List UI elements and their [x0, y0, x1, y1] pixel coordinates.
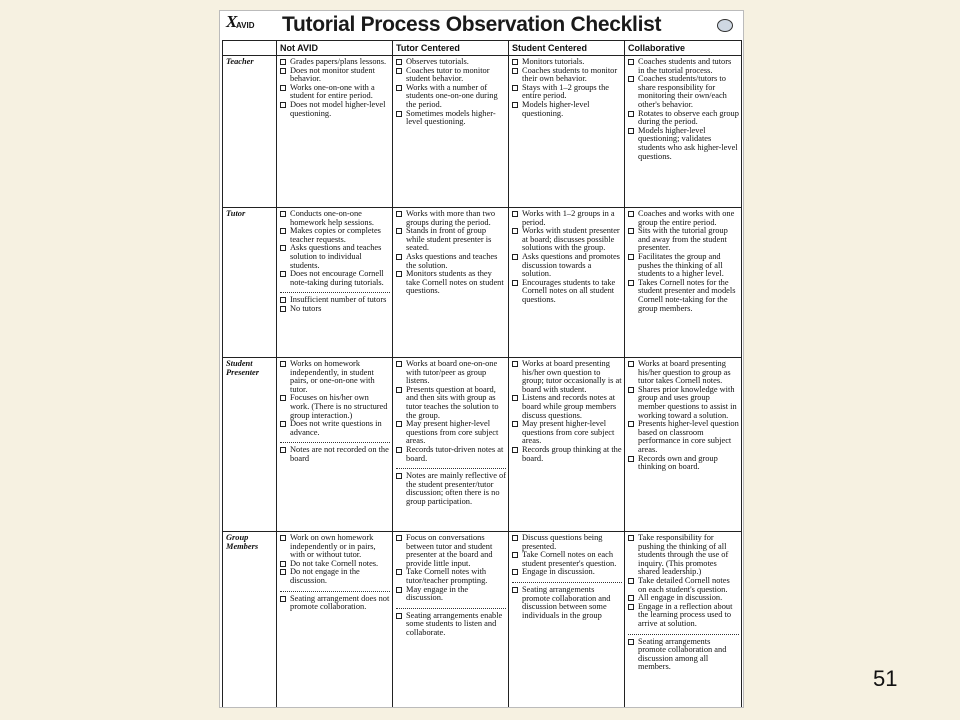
checklist-item	[628, 227, 739, 253]
checklist-item-text: Engage in discussion.	[522, 567, 595, 577]
checklist-item-text: Shares prior knowledge with group and uses group member questions to assist in working toward a solution.	[638, 384, 737, 420]
checkbox[interactable]	[396, 211, 402, 217]
checkbox[interactable]	[628, 456, 634, 462]
checklist-item-text: Take detailed Cornell notes on each student's question.	[638, 575, 730, 594]
checklist-item	[396, 270, 506, 296]
checkbox[interactable]	[280, 421, 286, 427]
checklist-item	[280, 568, 390, 585]
checkbox[interactable]	[628, 128, 634, 134]
checklist-item-text: Grades papers/plans lessons.	[290, 57, 387, 66]
checklist-item-text: Works at board presenting his/her question to group as tutor takes Cornell notes.	[638, 359, 731, 386]
checklist-item-text: Notes are mainly reflective of the student presenter/tutor discussion; often there is no group participation.	[406, 471, 506, 506]
checklist-cell	[393, 358, 509, 532]
checklist-item	[628, 603, 739, 629]
checkbox[interactable]	[628, 535, 634, 541]
checkbox[interactable]	[280, 102, 286, 108]
checklist-item	[512, 534, 622, 551]
checkbox[interactable]	[628, 76, 634, 82]
checklist-item	[512, 210, 622, 227]
checklist-item-text: Asks questions and promotes discussion towards a solution.	[522, 251, 620, 279]
column-header: Not AVID	[277, 41, 393, 56]
checklist-item	[396, 586, 506, 603]
checklist-cell	[277, 358, 393, 532]
checklist-item-text: Monitors tutorials.	[522, 57, 585, 66]
checklist-item	[628, 455, 739, 472]
checkbox[interactable]	[396, 569, 402, 575]
checklist-item	[396, 472, 506, 506]
checklist-item-text: Observes tutorials.	[406, 57, 469, 66]
checklist-table	[222, 40, 742, 708]
checkbox[interactable]	[280, 85, 286, 91]
checkbox[interactable]	[628, 280, 634, 286]
checkbox[interactable]	[280, 596, 286, 602]
checklist-item-text: Coaches students/tutors to share responsibility for monitoring their own/each other's behavior.	[638, 74, 727, 109]
checkbox[interactable]	[628, 59, 634, 65]
checklist-item	[628, 75, 739, 109]
checklist-item-text: Asks questions and teaches the solution.	[406, 251, 498, 270]
page-number: 51	[873, 666, 898, 691]
logo-name: AVID	[236, 21, 255, 30]
checklist-item-text: Insufficient number of tutors	[290, 295, 387, 305]
checkbox[interactable]	[280, 561, 286, 567]
checklist-cell	[277, 208, 393, 358]
checklist-item	[396, 612, 506, 638]
checkbox[interactable]	[396, 535, 402, 541]
checklist-item	[280, 84, 390, 101]
row-label: Teacher	[223, 56, 277, 208]
checklist-item-text: Facilitates the group and pushes the thinking of all students to a higher level.	[638, 251, 724, 279]
checkbox[interactable]	[512, 68, 518, 74]
checklist-item-text: Seating arrangement does not promote collaboration.	[290, 593, 390, 612]
checklist-item-text: Works at board presenting his/her own question to group; tutor occasionally is at board with student.	[522, 359, 622, 394]
checkbox[interactable]	[280, 535, 286, 541]
checkbox[interactable]	[280, 306, 286, 312]
checklist-item-text: No tutors	[290, 303, 322, 313]
checklist-cell	[625, 532, 742, 709]
checkbox[interactable]	[396, 254, 402, 260]
checkbox[interactable]	[396, 59, 402, 65]
checklist-item-text: Works with 1–2 groups in a period.	[522, 209, 615, 227]
checklist-item-text: Does not monitor student behavior.	[290, 65, 375, 84]
checklist-item	[280, 67, 390, 84]
checkbox[interactable]	[280, 569, 286, 575]
checklist-item-text: Take responsibility for pushing the thinking of all students through the use of inquiry. (This promotes shared leadership.)	[638, 533, 729, 577]
checklist-item-text: Works with more than two groups during the period.	[406, 209, 496, 227]
checklist-item-text: Does not write questions in advance.	[290, 419, 382, 437]
checkbox[interactable]	[512, 361, 518, 367]
checklist-item-text: Coaches tutor to monitor student behavior.	[406, 65, 490, 84]
checklist-item	[396, 386, 506, 420]
checkbox[interactable]	[280, 361, 286, 367]
header-row	[223, 41, 742, 56]
checklist-item-text: Coaches students and tutors in the tutorial process.	[638, 57, 732, 75]
checkbox[interactable]	[280, 68, 286, 74]
checklist-cell	[625, 208, 742, 358]
checklist-item	[512, 84, 622, 101]
checklist-item-text: Rotates to observe each group during the period.	[638, 108, 739, 127]
checklist-item-text: Records own and group thinking on board.	[638, 453, 718, 472]
checkbox[interactable]	[628, 387, 634, 393]
checklist-item	[396, 446, 506, 463]
checkbox[interactable]	[396, 587, 402, 593]
checkbox[interactable]	[280, 447, 286, 453]
checklist-item	[512, 227, 622, 253]
checklist-item-text: Makes copies or completes teacher requests.	[290, 226, 381, 244]
checkbox[interactable]	[512, 211, 518, 217]
checkbox[interactable]	[512, 254, 518, 260]
title-bar	[220, 11, 743, 41]
checklist-cell	[277, 532, 393, 709]
checklist-item-text: Seating arrangements promote collaboration and discussion between some individuals in the group	[522, 584, 611, 620]
checkbox[interactable]	[512, 569, 518, 575]
checklist-item	[396, 67, 506, 84]
checklist-item	[396, 110, 506, 127]
checklist-item-text: Seating arrangements enable some students to listen and collaborate.	[406, 610, 503, 637]
column-header: Tutor Centered	[393, 41, 509, 56]
checklist-item-text: All engage in discussion.	[638, 593, 723, 603]
checklist-item-text: Sits with the tutorial group and away from the student presenter.	[638, 226, 728, 253]
checklist-item	[396, 420, 506, 446]
checklist-item-text: Coaches and works with one group the entire period.	[638, 209, 735, 227]
checklist-item	[628, 58, 739, 75]
row-label: Tutor	[223, 208, 277, 358]
checklist-item-text: Stays with 1–2 groups the entire period.	[522, 82, 610, 101]
checklist-item	[512, 253, 622, 279]
checklist-cell	[625, 358, 742, 532]
checklist-item-text: Do not engage in the discussion.	[290, 567, 360, 585]
checklist-item-text: Asks questions and teaches solution to individual students.	[290, 243, 382, 270]
dotted-divider	[280, 438, 390, 443]
checkbox[interactable]	[396, 473, 402, 479]
checklist-item-text: Monitors students as they take Cornell notes on student questions.	[406, 269, 504, 296]
checkbox[interactable]	[396, 361, 402, 367]
checkbox[interactable]	[512, 552, 518, 558]
checkbox[interactable]	[396, 111, 402, 117]
checklist-item-text: Models higher-level questioning.	[522, 99, 590, 118]
checklist-item-text: May present higher-level questions from core subject areas.	[522, 419, 615, 446]
checklist-item-text: Engage in a reflection about the learning process used to arrive at solution.	[638, 601, 733, 628]
checkbox[interactable]	[512, 421, 518, 427]
checklist-item-text: Notes are not recorded on the board	[290, 445, 389, 463]
checkbox[interactable]	[280, 245, 286, 251]
checklist-item-text: Discuss questions being presented.	[522, 533, 603, 551]
checklist-item	[512, 551, 622, 568]
checkbox[interactable]	[280, 228, 286, 234]
checklist-item	[628, 577, 739, 594]
checkbox[interactable]	[396, 613, 402, 619]
checklist-item	[280, 305, 390, 314]
checklist-item-text: Focuses on his/her own work. (There is no structured group interaction.)	[290, 393, 388, 420]
checklist-item	[280, 101, 390, 118]
checklist-item-text: May present higher-level questions from core subject areas.	[406, 419, 499, 446]
checklist-item	[512, 279, 622, 305]
checkbox[interactable]	[280, 297, 286, 303]
checkbox[interactable]	[512, 535, 518, 541]
checkbox[interactable]	[512, 59, 518, 65]
checklist-item-text: May engage in the discussion.	[406, 584, 469, 603]
column-header: Collaborative	[625, 41, 742, 56]
checklist-item-text: Does not model higher-level questioning.	[290, 99, 386, 118]
checklist-item-text: Models higher-level questioning; validates students who ask higher-level questions.	[638, 125, 738, 161]
checklist-item	[280, 360, 390, 394]
checklist-item-text: Records group thinking at the board.	[522, 444, 622, 463]
checklist-cell	[277, 56, 393, 208]
checkbox[interactable]	[396, 447, 402, 453]
checkbox[interactable]	[512, 85, 518, 91]
checklist-item	[628, 638, 739, 672]
checklist-item	[396, 360, 506, 386]
checkbox[interactable]	[280, 271, 286, 277]
checklist-item	[280, 210, 390, 227]
checklist-row	[223, 358, 742, 532]
checklist-item	[512, 101, 622, 118]
checklist-item-text: Do not take Cornell notes.	[290, 558, 379, 568]
checklist-item-text: Listens and records notes at board while group members discuss questions.	[522, 393, 617, 420]
checklist-row	[223, 56, 742, 208]
checkbox[interactable]	[628, 578, 634, 584]
checkbox[interactable]	[280, 59, 286, 65]
checkbox[interactable]	[396, 68, 402, 74]
checklist-item	[396, 253, 506, 270]
checklist-item	[396, 227, 506, 253]
checkbox[interactable]	[512, 280, 518, 286]
dotted-divider	[280, 587, 390, 592]
dotted-divider	[628, 630, 739, 635]
checklist-item	[512, 420, 622, 446]
checkbox[interactable]	[280, 211, 286, 217]
checkbox[interactable]	[280, 395, 286, 401]
checklist-item	[396, 210, 506, 227]
dotted-divider	[396, 604, 506, 609]
checkbox[interactable]	[512, 587, 518, 593]
checkbox[interactable]	[396, 271, 402, 277]
checklist-item-text: Presents higher-level question based on classroom performance in core subject areas.	[638, 419, 739, 454]
checklist-item-text: Works on homework independently, in student pairs, or one-on-one with tutor.	[290, 359, 375, 394]
checklist-item	[280, 446, 390, 463]
corner-cell	[223, 41, 277, 56]
checklist-item	[396, 568, 506, 585]
checklist-item-text: Does not encourage Cornell note-taking during tutorials.	[290, 269, 384, 287]
checklist-item	[628, 127, 739, 161]
checklist-item-text: Works at board one-on-one with tutor/peer as group listens.	[406, 359, 498, 386]
checklist-item	[628, 360, 739, 386]
checkbox[interactable]	[512, 447, 518, 453]
seal-icon	[717, 19, 733, 32]
checklist-row	[223, 208, 742, 358]
checklist-item	[628, 210, 739, 227]
checkbox[interactable]	[512, 395, 518, 401]
checkbox[interactable]	[396, 228, 402, 234]
checkbox[interactable]	[396, 387, 402, 393]
checklist-item	[280, 394, 390, 420]
checklist-cell	[509, 358, 625, 532]
checkbox[interactable]	[628, 361, 634, 367]
checklist-item	[628, 534, 739, 577]
checkbox[interactable]	[628, 111, 634, 117]
checklist-item-text: Coaches students to monitor their own behavior.	[522, 65, 618, 84]
checkbox[interactable]	[512, 102, 518, 108]
checklist-item-text: Take Cornell notes on each student presenter's question.	[522, 550, 617, 568]
column-header: Student Centered	[509, 41, 625, 56]
checkbox[interactable]	[396, 85, 402, 91]
checkbox[interactable]	[628, 421, 634, 427]
checklist-item-text: Stands in front of group while student presenter is seated.	[406, 226, 492, 253]
checklist-item-text: Takes Cornell notes for the student presenter and models Cornell note-taking for the group members.	[638, 277, 736, 313]
checkbox[interactable]	[512, 228, 518, 234]
checklist-cell	[625, 56, 742, 208]
checklist-item-text: Works with a number of students one-on-one during the period.	[406, 82, 498, 109]
dotted-divider	[512, 578, 622, 583]
avid-logo	[226, 14, 270, 38]
checklist-cell	[509, 56, 625, 208]
dotted-divider	[396, 464, 506, 469]
checklist-item	[512, 360, 622, 394]
checklist-item	[512, 67, 622, 84]
checklist-cell	[509, 208, 625, 358]
row-label: Group Members	[223, 532, 277, 709]
checklist-item-text: Presents question at board, and then sits with group as tutor teaches the solution to the group.	[406, 384, 499, 420]
checklist-item	[396, 84, 506, 110]
checklist-item-text: Sometimes models higher-level questioning.	[406, 108, 496, 127]
checklist-cell	[393, 208, 509, 358]
checklist-item	[628, 279, 739, 313]
row-label: Student Presenter	[223, 358, 277, 532]
checkbox[interactable]	[628, 595, 634, 601]
checklist-item-text: Works one-on-one with a student for entire period.	[290, 82, 375, 101]
checklist-item	[628, 386, 739, 420]
checkbox[interactable]	[396, 421, 402, 427]
checklist-item-text: Records tutor-driven notes at board.	[406, 444, 504, 463]
checklist-cell	[509, 532, 625, 709]
checkbox[interactable]	[628, 639, 634, 645]
checklist-item-text: Encourages students to take Cornell notes on all student questions.	[522, 277, 616, 304]
checkbox[interactable]	[628, 254, 634, 260]
checklist-item-text: Work on own homework independently or in pairs, with or without tutor.	[290, 533, 376, 560]
dotted-divider	[280, 288, 390, 293]
checkbox[interactable]	[628, 211, 634, 217]
checklist-row	[223, 532, 742, 709]
document-title: Tutorial Process Observation Checklist	[282, 13, 662, 36]
checkbox[interactable]	[628, 228, 634, 234]
checklist-item	[280, 420, 390, 437]
checklist-item	[396, 534, 506, 568]
checklist-item	[628, 110, 739, 127]
checklist-item	[280, 595, 390, 612]
checklist-item	[280, 227, 390, 244]
checklist-item-text: Focus on conversations between tutor and student presenter at the board and provide little input.	[406, 533, 493, 568]
logo-mark: X	[226, 12, 238, 31]
checklist-item	[512, 568, 622, 577]
checklist-item	[280, 270, 390, 287]
checklist-item-text: Conducts one-on-one homework help sessions.	[290, 209, 374, 227]
checklist-cell	[393, 532, 509, 709]
checklist-item	[512, 586, 622, 620]
checklist-item	[512, 446, 622, 463]
checklist-document	[219, 10, 744, 708]
checklist-item	[280, 534, 390, 560]
checklist-item-text: Works with student presenter at board; discusses possible solutions with the group.	[522, 226, 620, 253]
checkbox[interactable]	[628, 604, 634, 610]
checklist-item	[512, 394, 622, 420]
checklist-item	[628, 420, 739, 454]
checklist-item-text: Seating arrangements promote collaboration and discussion among all members.	[638, 636, 727, 672]
checklist-item-text: Take Cornell notes with tutor/teacher prompting.	[406, 567, 488, 585]
checklist-cell	[393, 56, 509, 208]
checklist-item	[280, 244, 390, 270]
checklist-item	[628, 253, 739, 279]
